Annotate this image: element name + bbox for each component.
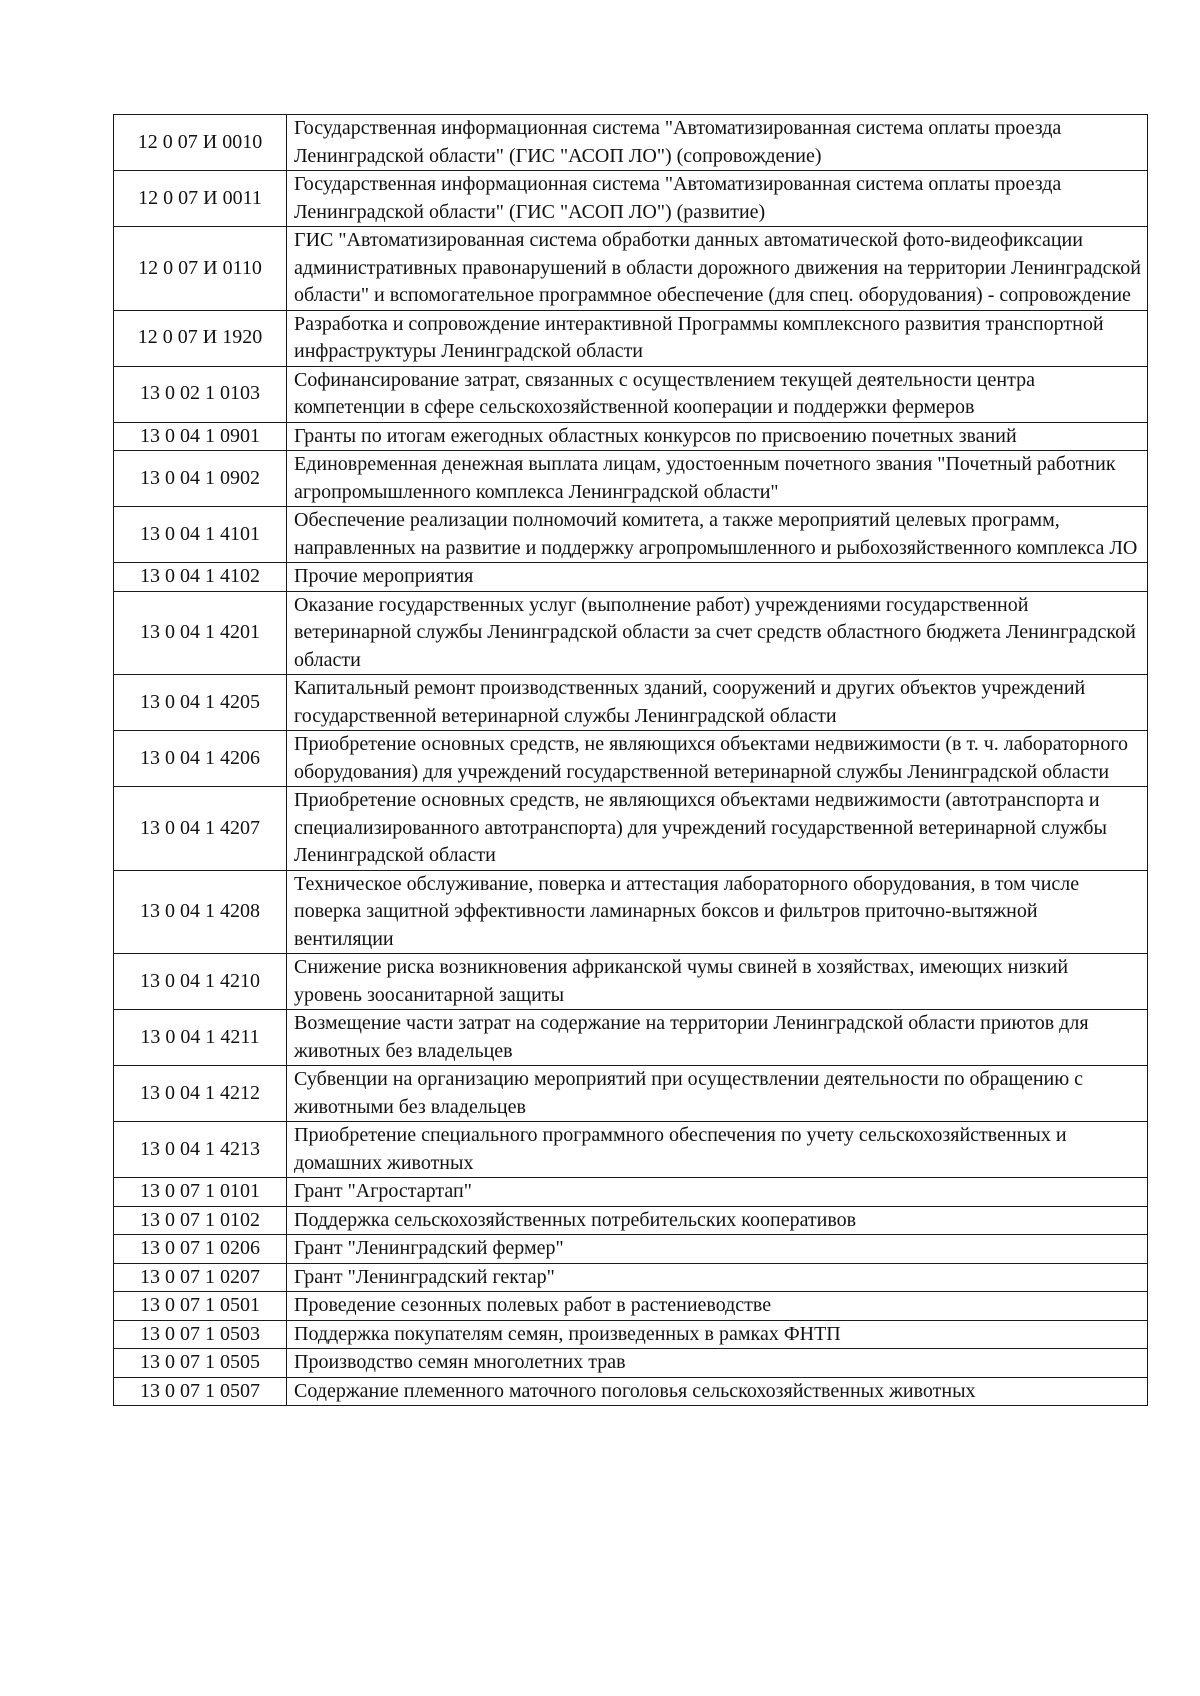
table-row <box>114 954 1148 1010</box>
table-row <box>114 422 1148 451</box>
row-description: Прочие мероприятия <box>287 563 1148 592</box>
row-description: Снижение риска возникновения африканской чумы свиней в хозяйствах, имеющих низкий уровень зоосанитарной защиты <box>287 954 1148 1010</box>
table-row <box>114 451 1148 507</box>
row-description: Гранты по итогам ежегодных областных конкурсов по присвоению почетных званий <box>287 422 1148 451</box>
row-description: Оказание государственных услуг (выполнение работ) учреждениями государственной ветеринарной службы Ленинградской области за счет средств областного бюджета Ленинградской области <box>287 591 1148 675</box>
row-code: 13 0 04 1 4208 <box>114 870 287 954</box>
row-description: Обеспечение реализации полномочий комитета, а также мероприятий целевых программ, направленных на развитие и поддержку агропромышленного и рыбохозяйственного комплекса ЛО <box>287 507 1148 563</box>
row-code: 13 0 04 1 4213 <box>114 1122 287 1178</box>
row-description: Содержание племенного маточного поголовья сельскохозяйственных животных <box>287 1377 1148 1406</box>
table-body <box>114 115 1148 1406</box>
row-code: 13 0 04 1 4210 <box>114 954 287 1010</box>
row-description: Возмещение части затрат на содержание на территории Ленинградской области приютов для животных без владельцев <box>287 1010 1148 1066</box>
row-code: 13 0 07 1 0505 <box>114 1349 287 1378</box>
row-code: 13 0 07 1 0501 <box>114 1292 287 1321</box>
row-description: ГИС "Автоматизированная система обработки данных автоматической фото-видеофиксации административных правонарушений в области дорожного движения на территории Ленинградской области" и вспомогательное программное обеспечение (для спец. оборудования) - сопровождение <box>287 227 1148 311</box>
row-description: Приобретение основных средств, не являющихся объектами недвижимости (автотранспорта и специализированного автотранспорта) для учреждений государственной ветеринарной службы Ленинградской области <box>287 787 1148 871</box>
row-code: 13 0 04 1 4205 <box>114 675 287 731</box>
row-code: 12 0 07 И 0110 <box>114 227 287 311</box>
table-row <box>114 1349 1148 1378</box>
row-code: 12 0 07 И 1920 <box>114 310 287 366</box>
row-description: Поддержка сельскохозяйственных потребительских кооперативов <box>287 1206 1148 1235</box>
row-description: Грант "Агростартап" <box>287 1178 1148 1207</box>
row-code: 13 0 04 1 4102 <box>114 563 287 592</box>
table-row <box>114 1292 1148 1321</box>
row-code: 13 0 04 1 4211 <box>114 1010 287 1066</box>
row-description: Софинансирование затрат, связанных с осуществлением текущей деятельности центра компетенции в сфере сельскохозяйственной кооперации и поддержки фермеров <box>287 366 1148 422</box>
table-row <box>114 563 1148 592</box>
table-row <box>114 1010 1148 1066</box>
table-row <box>114 1206 1148 1235</box>
row-description: Государственная информационная система "Автоматизированная система оплаты проезда Ленинградской области" (ГИС "АСОП ЛО") (сопровождение) <box>287 115 1148 171</box>
budget-codes-table <box>113 114 1148 1406</box>
table-row <box>114 870 1148 954</box>
table-row <box>114 366 1148 422</box>
row-code: 13 0 02 1 0103 <box>114 366 287 422</box>
row-description: Разработка и сопровождение интерактивной Программы комплексного развития транспортной инфраструктуры Ленинградской области <box>287 310 1148 366</box>
row-description: Субвенции на организацию мероприятий при осуществлении деятельности по обращению с животными без владельцев <box>287 1066 1148 1122</box>
row-description: Производство семян многолетних трав <box>287 1349 1148 1378</box>
table-row <box>114 507 1148 563</box>
row-code: 13 0 04 1 4207 <box>114 787 287 871</box>
row-description: Грант "Ленинградский фермер" <box>287 1235 1148 1264</box>
table-row <box>114 731 1148 787</box>
row-code: 13 0 07 1 0101 <box>114 1178 287 1207</box>
row-code: 13 0 04 1 4201 <box>114 591 287 675</box>
table-row <box>114 310 1148 366</box>
table-row <box>114 227 1148 311</box>
row-description: Государственная информационная система "Автоматизированная система оплаты проезда Ленинградской области" (ГИС "АСОП ЛО") (развитие) <box>287 171 1148 227</box>
row-code: 13 0 07 1 0102 <box>114 1206 287 1235</box>
row-code: 13 0 07 1 0206 <box>114 1235 287 1264</box>
row-code: 12 0 07 И 0010 <box>114 115 287 171</box>
table-row <box>114 591 1148 675</box>
row-code: 13 0 04 1 0901 <box>114 422 287 451</box>
row-code: 13 0 07 1 0503 <box>114 1320 287 1349</box>
row-description: Техническое обслуживание, поверка и аттестация лабораторного оборудования, в том числе поверка защитной эффективности ламинарных боксов и фильтров приточно-вытяжной вентиляции <box>287 870 1148 954</box>
row-code: 13 0 07 1 0507 <box>114 1377 287 1406</box>
table-row <box>114 787 1148 871</box>
row-description: Приобретение основных средств, не являющихся объектами недвижимости (в т. ч. лабораторного оборудования) для учреждений государственной ветеринарной службы Ленинградской области <box>287 731 1148 787</box>
table-row <box>114 1178 1148 1207</box>
row-description: Приобретение специального программного обеспечения по учету сельскохозяйственных и домашних животных <box>287 1122 1148 1178</box>
row-description: Капитальный ремонт производственных зданий, сооружений и других объектов учреждений государственной ветеринарной службы Ленинградской области <box>287 675 1148 731</box>
table-row <box>114 1066 1148 1122</box>
row-code: 13 0 04 1 4206 <box>114 731 287 787</box>
table-row <box>114 171 1148 227</box>
table-row <box>114 1377 1148 1406</box>
row-code: 13 0 04 1 4212 <box>114 1066 287 1122</box>
row-description: Поддержка покупателям семян, произведенных в рамках ФНТП <box>287 1320 1148 1349</box>
table-row <box>114 1263 1148 1292</box>
row-description: Единовременная денежная выплата лицам, удостоенным почетного звания "Почетный работник агропромышленного комплекса Ленинградской области" <box>287 451 1148 507</box>
table-row <box>114 675 1148 731</box>
row-description: Проведение сезонных полевых работ в растениеводстве <box>287 1292 1148 1321</box>
table-row <box>114 115 1148 171</box>
row-description: Грант "Ленинградский гектар" <box>287 1263 1148 1292</box>
row-code: 13 0 04 1 0902 <box>114 451 287 507</box>
table-row <box>114 1235 1148 1264</box>
row-code: 13 0 04 1 4101 <box>114 507 287 563</box>
row-code: 13 0 07 1 0207 <box>114 1263 287 1292</box>
row-code: 12 0 07 И 0011 <box>114 171 287 227</box>
table-row <box>114 1122 1148 1178</box>
table-row <box>114 1320 1148 1349</box>
